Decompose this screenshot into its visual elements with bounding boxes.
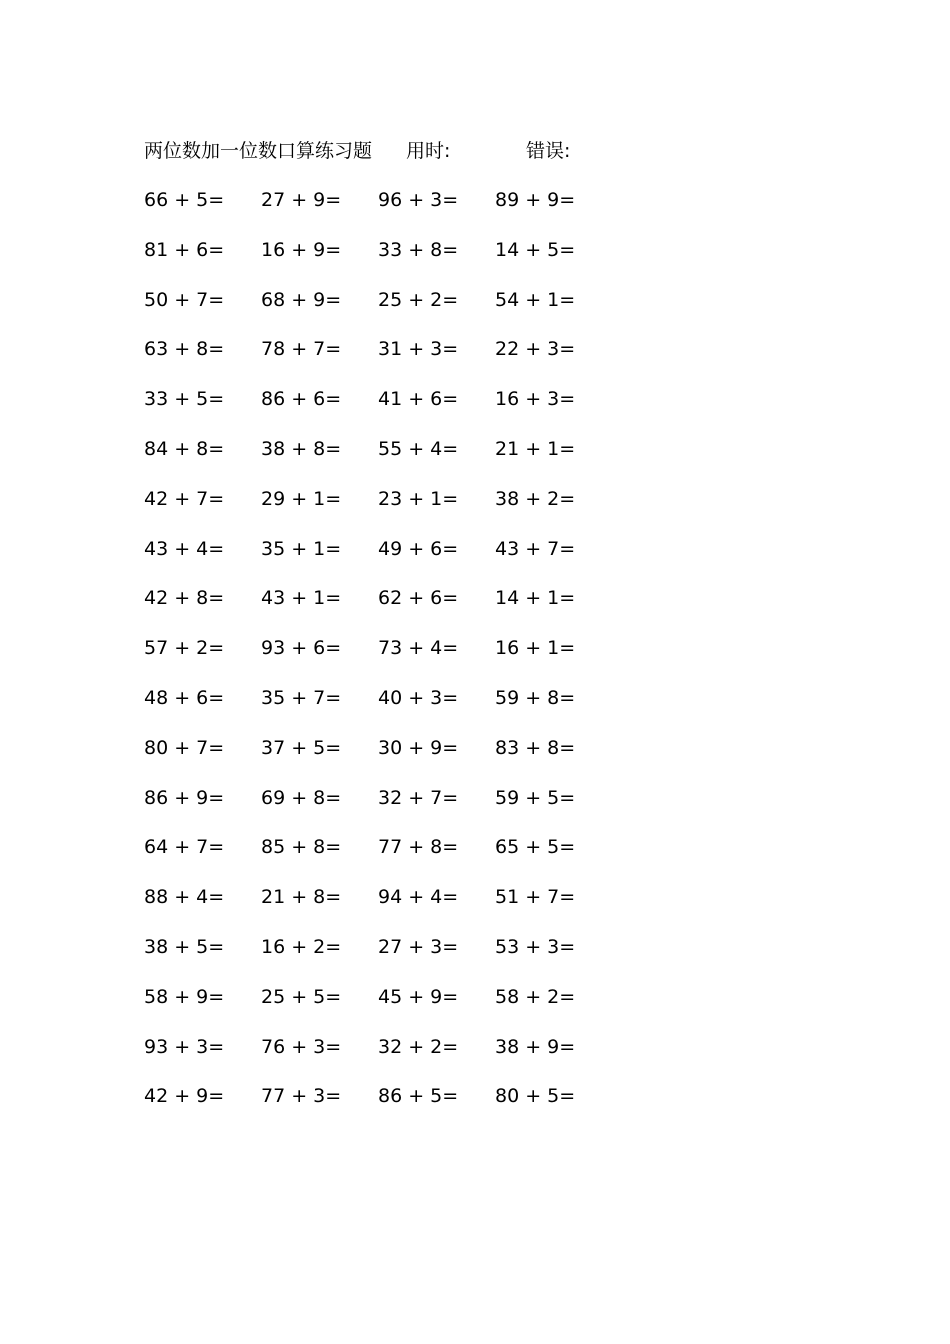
problem-item: 29 + 1= — [261, 487, 342, 510]
problem-item: 51 + 7= — [495, 886, 576, 909]
problem-item: 83 + 8= — [495, 736, 576, 759]
problem-item: 84 + 8= — [144, 437, 225, 460]
problem-item: 43 + 4= — [144, 537, 225, 560]
problem-item: 64 + 7= — [144, 836, 225, 859]
problem-item: 69 + 8= — [261, 786, 342, 809]
problem-item: 68 + 9= — [261, 288, 342, 311]
problem-item: 27 + 3= — [378, 935, 459, 958]
problem-item: 81 + 6= — [144, 238, 225, 261]
problem-item: 80 + 5= — [495, 1085, 576, 1108]
problem-item: 25 + 2= — [378, 288, 459, 311]
problem-item: 59 + 8= — [495, 686, 576, 709]
error-label: 错误: — [526, 140, 571, 162]
problem-item: 40 + 3= — [378, 686, 459, 709]
problem-item: 38 + 8= — [261, 437, 342, 460]
problem-item: 35 + 7= — [261, 686, 342, 709]
problem-item: 66 + 5= — [144, 189, 225, 211]
worksheet-title: 两位数加一位数口算练习题 — [144, 140, 373, 162]
problem-item: 14 + 5= — [495, 238, 576, 261]
problem-item: 33 + 8= — [378, 238, 459, 261]
problem-item: 85 + 8= — [261, 836, 342, 859]
problem-item: 25 + 5= — [261, 985, 342, 1008]
worksheet-header — [144, 136, 664, 166]
problem-item: 58 + 9= — [144, 985, 225, 1008]
problem-item: 32 + 7= — [378, 786, 459, 809]
problem-item: 41 + 6= — [378, 388, 459, 411]
problem-item: 78 + 7= — [261, 338, 342, 361]
problem-item: 45 + 9= — [378, 985, 459, 1008]
problem-item: 31 + 3= — [378, 338, 459, 361]
problem-item: 86 + 9= — [144, 786, 225, 809]
problem-item: 58 + 2= — [495, 985, 576, 1008]
problem-item: 57 + 2= — [144, 637, 225, 660]
problem-item: 32 + 2= — [378, 1035, 459, 1058]
problem-item: 73 + 4= — [378, 637, 459, 660]
problem-item: 42 + 7= — [144, 487, 225, 510]
problem-item: 42 + 9= — [144, 1085, 225, 1108]
problem-item: 16 + 1= — [495, 637, 576, 660]
problem-item: 35 + 1= — [261, 537, 342, 560]
problem-item: 77 + 3= — [261, 1085, 342, 1108]
problem-item: 30 + 9= — [378, 736, 459, 759]
problem-item: 49 + 6= — [378, 537, 459, 560]
problem-item: 42 + 8= — [144, 587, 225, 610]
problem-item: 59 + 5= — [495, 786, 576, 809]
problem-item: 89 + 9= — [495, 189, 576, 211]
problem-item: 94 + 4= — [378, 886, 459, 909]
problem-item: 33 + 5= — [144, 388, 225, 411]
problem-item: 21 + 8= — [261, 886, 342, 909]
problem-item: 93 + 3= — [144, 1035, 225, 1058]
problem-item: 53 + 3= — [495, 935, 576, 958]
problem-item: 77 + 8= — [378, 836, 459, 859]
problem-item: 86 + 6= — [261, 388, 342, 411]
problem-item: 80 + 7= — [144, 736, 225, 759]
problem-item: 93 + 6= — [261, 637, 342, 660]
problem-item: 62 + 6= — [378, 587, 459, 610]
problem-item: 43 + 7= — [495, 537, 576, 560]
problem-item: 22 + 3= — [495, 338, 576, 361]
problem-item: 63 + 8= — [144, 338, 225, 361]
problem-item: 65 + 5= — [495, 836, 576, 859]
problem-item: 27 + 9= — [261, 189, 342, 211]
time-label: 用时: — [406, 140, 451, 162]
problem-item: 14 + 1= — [495, 587, 576, 610]
problem-item: 96 + 3= — [378, 189, 459, 211]
problem-item: 38 + 5= — [144, 935, 225, 958]
problem-item: 88 + 4= — [144, 886, 225, 909]
problem-item: 16 + 2= — [261, 935, 342, 958]
problem-item: 48 + 6= — [144, 686, 225, 709]
problem-item: 54 + 1= — [495, 288, 576, 311]
problem-item: 16 + 9= — [261, 238, 342, 261]
problem-item: 37 + 5= — [261, 736, 342, 759]
problem-item: 21 + 1= — [495, 437, 576, 460]
problem-grid — [144, 185, 624, 1131]
problem-item: 38 + 2= — [495, 487, 576, 510]
problem-item: 43 + 1= — [261, 587, 342, 610]
problem-item: 38 + 9= — [495, 1035, 576, 1058]
problem-item: 76 + 3= — [261, 1035, 342, 1058]
problem-item: 55 + 4= — [378, 437, 459, 460]
problem-item: 23 + 1= — [378, 487, 459, 510]
problem-item: 50 + 7= — [144, 288, 225, 311]
problem-item: 86 + 5= — [378, 1085, 459, 1108]
problem-item: 16 + 3= — [495, 388, 576, 411]
